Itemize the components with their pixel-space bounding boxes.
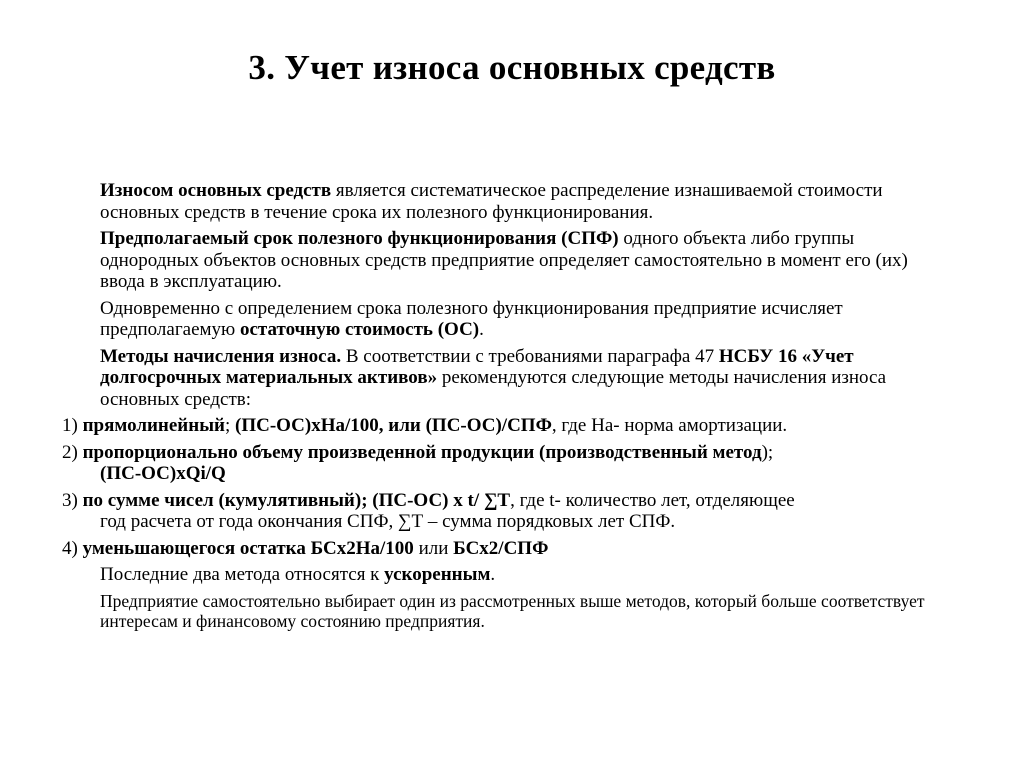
method-4-formula-1: уменьшающегося остатка БСх2На/100	[82, 537, 414, 559]
method-3-name: по сумме чисел (кумулятивный); (ПС-ОС) х t/ ∑Т	[82, 489, 511, 511]
useful-life-text: одного объекта либо группы однородных объектов основных средств предприятие определяет самостоятельно в момент его (их) ввода в эксплуатацию.	[100, 228, 908, 292]
method-1-straight-line: 1) прямолинейный; (ПС-ОС)хНа/100, или (ПС-ОС)/СПФ, где На- норма амортизации.	[62, 415, 788, 436]
residual-value-paragraph: Одновременно с определением срока полезного функционирования предприятие исчисляет предполагаемую остаточную стоимость (ОС).	[100, 297, 843, 340]
definition-text: является систематическое распределение изнашиваемой стоимости основных средств в течение срока их полезного функционирования.	[100, 180, 883, 223]
method-3-continuation: год расчета от года окончания СПФ, ∑Т – сумма порядковых лет СПФ.	[100, 511, 676, 532]
useful-life-paragraph	[100, 228, 950, 293]
slide-title: 3. Учет износа основных средств	[248, 48, 776, 87]
residual-value-term: остаточную стоимость (ОС)	[239, 319, 480, 340]
method-4-formula-2: БСх2/СПФ	[453, 537, 549, 559]
standard-reference: НСБУ 16 «Учет долгосрочных материальных активов»	[100, 345, 854, 388]
method-2-formula: (ПС-ОС)хQi/Q	[100, 463, 226, 484]
method-3-cumulative: 3) по сумме чисел (кумулятивный); (ПС-ОС) х t/ ∑Т, где t- количество лет, отделяющее год расчета от года окончания СПФ, ∑Т – сумма порядковых лет СПФ.	[62, 490, 952, 533]
choice-note: Предприятие самостоятельно выбирает один из рассмотренных выше методов, который больше соответствует интересам и финансовому состоянию предприятия.	[100, 590, 925, 631]
method-1-formula: (ПС-ОС)хНа/100, или (ПС-ОС)/СПФ	[235, 415, 552, 436]
methods-intro-paragraph: Методы начисления износа. В соответствии с требованиями параграфа 47 НСБУ 16 «Учет долгосрочных материальных активов» рекомендуются следующие методы начисления износа основных средств:	[100, 345, 887, 410]
method-2-name: пропорционально объему произведенной продукции (производственный метод	[82, 441, 762, 463]
definition-term: Износом основных средств	[100, 180, 332, 201]
accelerated-term: ускоренным	[384, 564, 491, 585]
methods-heading: Методы начисления износа.	[100, 345, 342, 367]
definition-paragraph	[100, 180, 950, 223]
method-2-production: 2) пропорционально объему произведенной продукции (производственный метод); (ПС-ОС)хQi/Q	[62, 442, 952, 485]
useful-life-term: Предполагаемый срок полезного функционирования (СПФ)	[100, 228, 619, 249]
accelerated-note: Последние два метода относятся к ускоренным.	[100, 564, 496, 585]
method-1-name: прямолинейный	[82, 415, 225, 436]
slide-body	[0, 180, 1024, 636]
method-4-declining-balance: 4) уменьшающегося остатка БСх2На/100 или БСх2/СПФ	[62, 537, 549, 559]
residual-value-text: Одновременно с определением срока полезного функционирования предприятие исчисляет предполагаемую	[100, 297, 843, 340]
